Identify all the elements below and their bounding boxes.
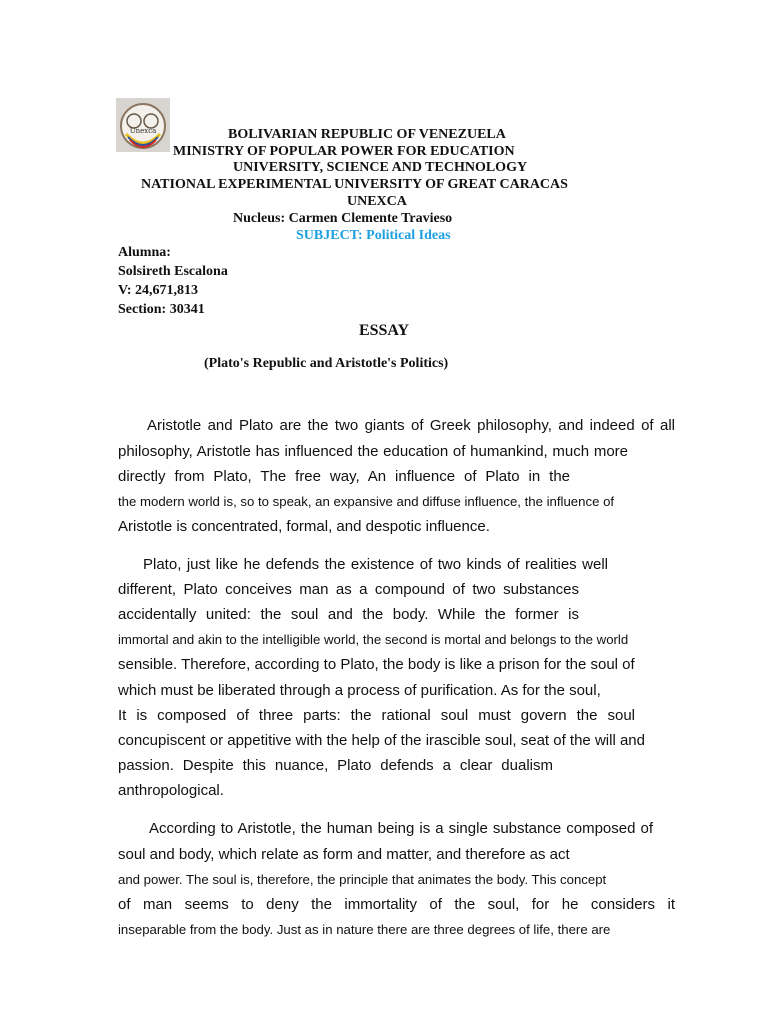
body-line: of man seems to deny the immortality of the soul, for he considers it — [118, 896, 675, 913]
header-acronym: UNEXCA — [347, 194, 407, 209]
student-name: Solsireth Escalona — [118, 264, 228, 279]
header-ministry: MINISTRY OF POPULAR POWER FOR EDUCATION — [173, 144, 515, 159]
student-section: Section: 30341 — [118, 302, 205, 317]
body-line: and power. The soul is, therefore, the principle that animates the body. This concept — [118, 872, 607, 887]
body-line: immortal and akin to the intelligible world, the second is mortal and belongs to the world — [118, 632, 629, 647]
header-university: UNIVERSITY, SCIENCE AND TECHNOLOGY — [233, 160, 528, 175]
body-line: sensible. Therefore, according to Plato, the body is like a prison for the soul of — [118, 656, 635, 673]
body-line: anthropological. — [118, 782, 224, 799]
body-line: soul and body, which relate as form and matter, and therefore as act — [118, 846, 570, 863]
header-republic: BOLIVARIAN REPUBLIC OF VENEZUELA — [228, 127, 506, 142]
header-national: NATIONAL EXPERIMENTAL UNIVERSITY OF GREAT CARACAS — [141, 177, 568, 192]
header-subject: SUBJECT: Political Ideas — [296, 228, 451, 243]
body-line: It is composed of three parts: the rational soul must govern the soul — [118, 707, 635, 724]
body-line: different, Plato conceives man as a compound of two substances — [118, 581, 579, 598]
body-line: passion. Despite this nuance, Plato defends a clear dualism — [118, 757, 553, 774]
body-line: accidentally united: the soul and the body. While the former is — [118, 606, 579, 623]
body-line: which must be liberated through a process of purification. As for the soul, — [118, 682, 601, 699]
body-line: the modern world is, so to speak, an expansive and diffuse influence, the influence of — [118, 494, 615, 509]
body-line: concupiscent or appetitive with the help of the irascible soul, seat of the will and — [118, 732, 645, 749]
essay-title: ESSAY — [358, 322, 410, 339]
body-line: Aristotle and Plato are the two giants of Greek philosophy, and indeed of all — [147, 417, 675, 434]
body-line: directly from Plato, The free way, An influence of Plato in the — [118, 468, 570, 485]
body-line: Plato, just like he defends the existence of two kinds of realities well — [143, 556, 608, 573]
body-line: Aristotle is concentrated, formal, and despotic influence. — [118, 518, 490, 535]
body-line: inseparable from the body. Just as in nature there are three degrees of life, there are — [118, 922, 611, 937]
body-line: According to Aristotle, the human being is a single substance composed of — [149, 820, 653, 837]
unexca-logo-icon — [116, 98, 170, 152]
student-id: V: 24,671,813 — [118, 283, 198, 298]
header-nucleus: Nucleus: Carmen Clemente Travieso — [233, 211, 453, 226]
svg-text:Unexca: Unexca — [129, 127, 157, 135]
student-label: Alumna: — [118, 245, 171, 260]
body-line: philosophy, Aristotle has influenced the education of humankind, much more — [118, 443, 628, 460]
essay-subtitle: (Plato's Republic and Aristotle's Politics) — [204, 356, 449, 371]
